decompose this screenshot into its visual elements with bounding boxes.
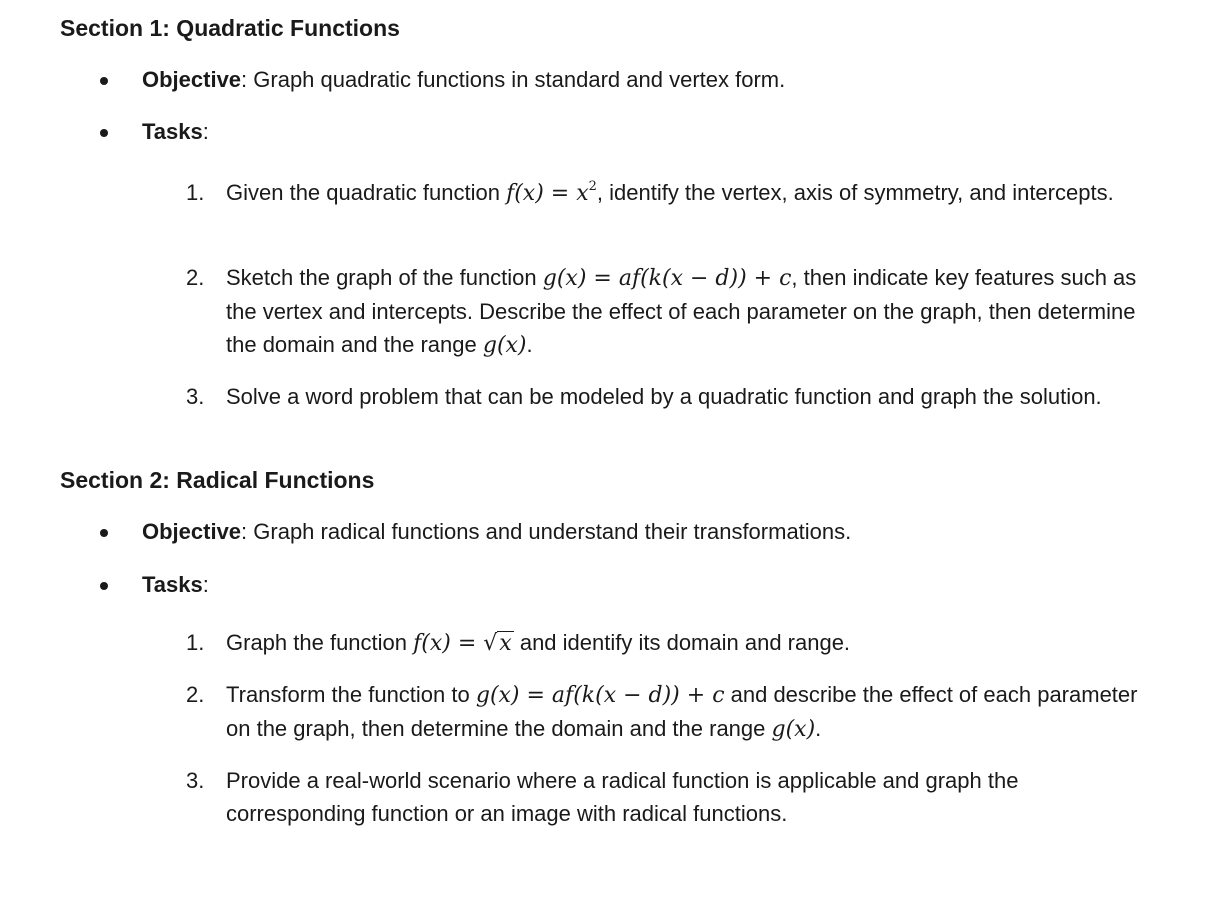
bullet-dot-icon: [100, 582, 108, 590]
task-number: 2.: [186, 682, 205, 707]
section-1-objective: [142, 66, 785, 94]
math-text: f(x) =: [413, 631, 484, 656]
tasks-label: Tasks: [142, 572, 203, 597]
task-text: [226, 261, 1156, 362]
objective-text: : Graph quadratic functions in standard and vertex form.: [241, 67, 786, 92]
section-2-heading: Section 2: Radical Functions: [60, 467, 375, 493]
section-2-tasks-label: [142, 571, 209, 599]
math-exponent: 2: [588, 179, 597, 194]
task-text: [226, 176, 1156, 210]
math-expression: [413, 631, 514, 656]
section-1-heading: Section 1: Quadratic Functions: [60, 15, 400, 41]
bullet-dot-icon: [100, 129, 108, 137]
bullet-dot-icon: [100, 77, 108, 85]
task-text-part: .: [815, 716, 822, 741]
task-text: Solve a word problem that can be modeled by a quadratic function and graph the solution.: [226, 384, 1102, 409]
task-number: 3.: [186, 384, 205, 409]
math-expression: g(x) = af(k(x − d)) + c: [475, 683, 725, 708]
objective-label: Objective: [142, 519, 242, 544]
task-text-part: Sketch the graph of the function: [226, 265, 543, 290]
bullet-dot-icon: [100, 529, 108, 537]
tasks-colon: :: [202, 119, 209, 144]
task-number: 3.: [186, 768, 205, 793]
task-text-part: , identify the vertex, axis of symmetry, and intercepts.: [596, 180, 1114, 205]
math-expression: [506, 181, 597, 206]
radicand: x: [499, 631, 512, 656]
task-text: Provide a real-world scenario where a radical function is applicable and graph the corresponding function or an image with radical functions.: [226, 768, 1019, 826]
objective-label: Objective: [142, 67, 242, 92]
task-text-part: Given the quadratic function: [226, 180, 507, 205]
square-root-icon: √x: [483, 631, 512, 656]
tasks-colon: :: [202, 572, 209, 597]
math-expression: g(x) = af(k(x − d)) + c: [542, 266, 792, 291]
task-number: 1.: [186, 180, 205, 205]
task-text-part: and identify its domain and range.: [513, 630, 851, 655]
math-expression: g(x): [771, 717, 816, 742]
task-text-part: .: [526, 332, 533, 357]
task-text-part: Graph the function: [226, 630, 414, 655]
task-text: [226, 626, 1156, 660]
math-text: f(x) = x: [506, 181, 589, 206]
tasks-label: Tasks: [142, 119, 203, 144]
task-text-part: Transform the function to: [226, 682, 476, 707]
section-2-objective: [142, 518, 851, 546]
task-number: 1.: [186, 630, 205, 655]
math-expression: g(x): [482, 333, 527, 358]
objective-text: : Graph radical functions and understand their transformations.: [241, 519, 852, 544]
section-1-tasks-label: [142, 118, 209, 146]
task-text-part: and describe the effect of each parameter on the graph, then determine the domain and the range: [226, 682, 1138, 741]
task-text-part: , then indicate key features such as the vertex and intercepts. Describe the effect of each parameter on the graph, then determine the domain and the range: [226, 265, 1137, 357]
task-text: [226, 678, 1156, 746]
task-number: 2.: [186, 265, 205, 290]
